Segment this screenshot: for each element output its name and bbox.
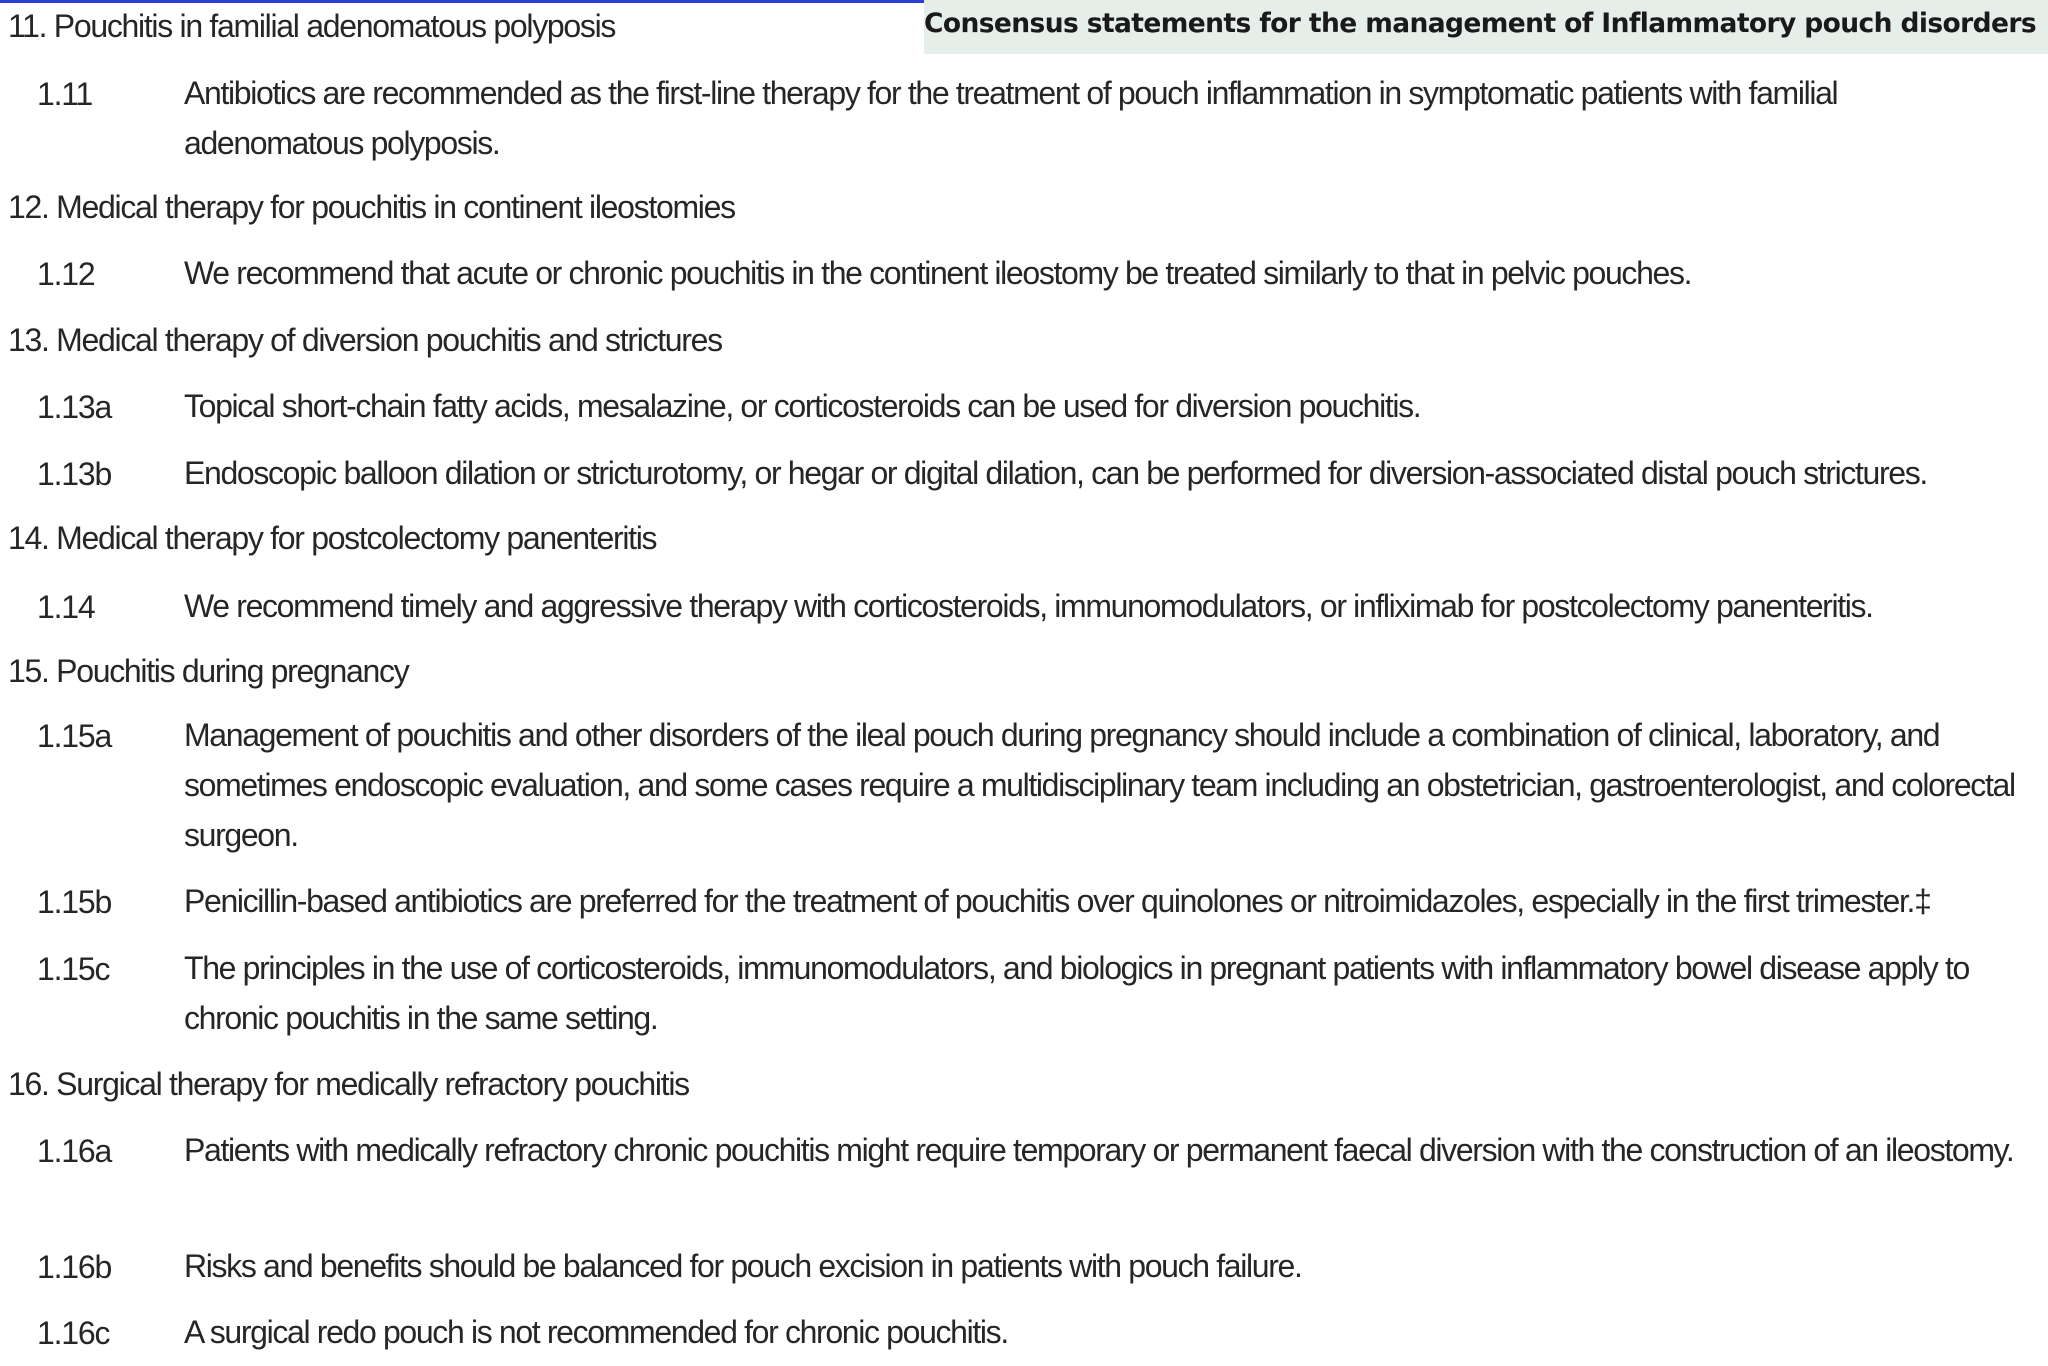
statement-number: 1.11 — [37, 76, 93, 112]
statement-text: Penicillin-based antibiotics are preferred for the treatment of pouchitis over quinolones or nitroimidazoles, especially in the first trimester.‡ — [184, 883, 1931, 919]
statement-number: 1.15a — [37, 718, 112, 754]
statement-number: 1.16c — [37, 1315, 110, 1351]
statement-number: 1.13a — [37, 389, 112, 425]
statement-text: We recommend that acute or chronic pouchitis in the continent ileostomy be treated similarly to that in pelvic pouches. — [184, 255, 1692, 291]
statement-number: 1.15b — [37, 884, 112, 920]
section-heading: 16. Surgical therapy for medically refractory pouchitis — [8, 1066, 689, 1102]
section-heading: 11. Pouchitis in familial adenomatous polyposis — [8, 8, 616, 44]
statement-number: 1.16a — [37, 1133, 112, 1169]
section-heading: 15. Pouchitis during pregnancy — [8, 653, 409, 689]
statement-text: Antibiotics are recommended as the first-line therapy for the treatment of pouch inflammation in symptomatic patients with familial adenomatous polyposis. — [184, 75, 1838, 161]
statement-number: 1.12 — [37, 256, 95, 292]
statement-text: Management of pouchitis and other disorders of the ileal pouch during pregnancy should include a combination of clinical, laboratory, and sometimes endoscopic evaluation, and some cases require a multidisciplinary team including an obstetrician, gastroenterologist, and colorectal surgeon. — [184, 717, 2015, 853]
section-heading: 12. Medical therapy for pouchitis in continent ileostomies — [8, 189, 735, 225]
statement-text: Patients with medically refractory chronic pouchitis might require temporary or permanent faecal diversion with the construction of an ileostomy. — [184, 1132, 2014, 1168]
section-heading: 14. Medical therapy for postcolectomy panenteritis — [8, 520, 657, 556]
statement-text: Risks and benefits should be balanced for pouch excision in patients with pouch failure. — [184, 1248, 1302, 1284]
statement-number: 1.14 — [37, 589, 95, 625]
statement-text: We recommend timely and aggressive therapy with corticosteroids, immunomodulators, or infliximab for postcolectomy panenteritis. — [184, 588, 1873, 624]
section-heading: 13. Medical therapy of diversion pouchitis and strictures — [8, 322, 722, 358]
statement-number: 1.13b — [37, 456, 112, 492]
statement-number: 1.15c — [37, 951, 110, 987]
statement-text: Topical short-chain fatty acids, mesalazine, or corticosteroids can be used for diversion pouchitis. — [184, 388, 1421, 424]
statement-text: Endoscopic balloon dilation or stricturotomy, or hegar or digital dilation, can be performed for diversion-associated distal pouch strictures. — [184, 455, 1927, 491]
page-title: Consensus statements for the management of Inflammatory pouch disorders — [924, 8, 2037, 39]
statement-text: A surgical redo pouch is not recommended for chronic pouchitis. — [184, 1314, 1008, 1350]
statement-number: 1.16b — [37, 1249, 112, 1285]
statement-text: The principles in the use of corticosteroids, immunomodulators, and biologics in pregnant patients with inflammatory bowel disease apply to chronic pouchitis in the same setting. — [184, 950, 1969, 1036]
